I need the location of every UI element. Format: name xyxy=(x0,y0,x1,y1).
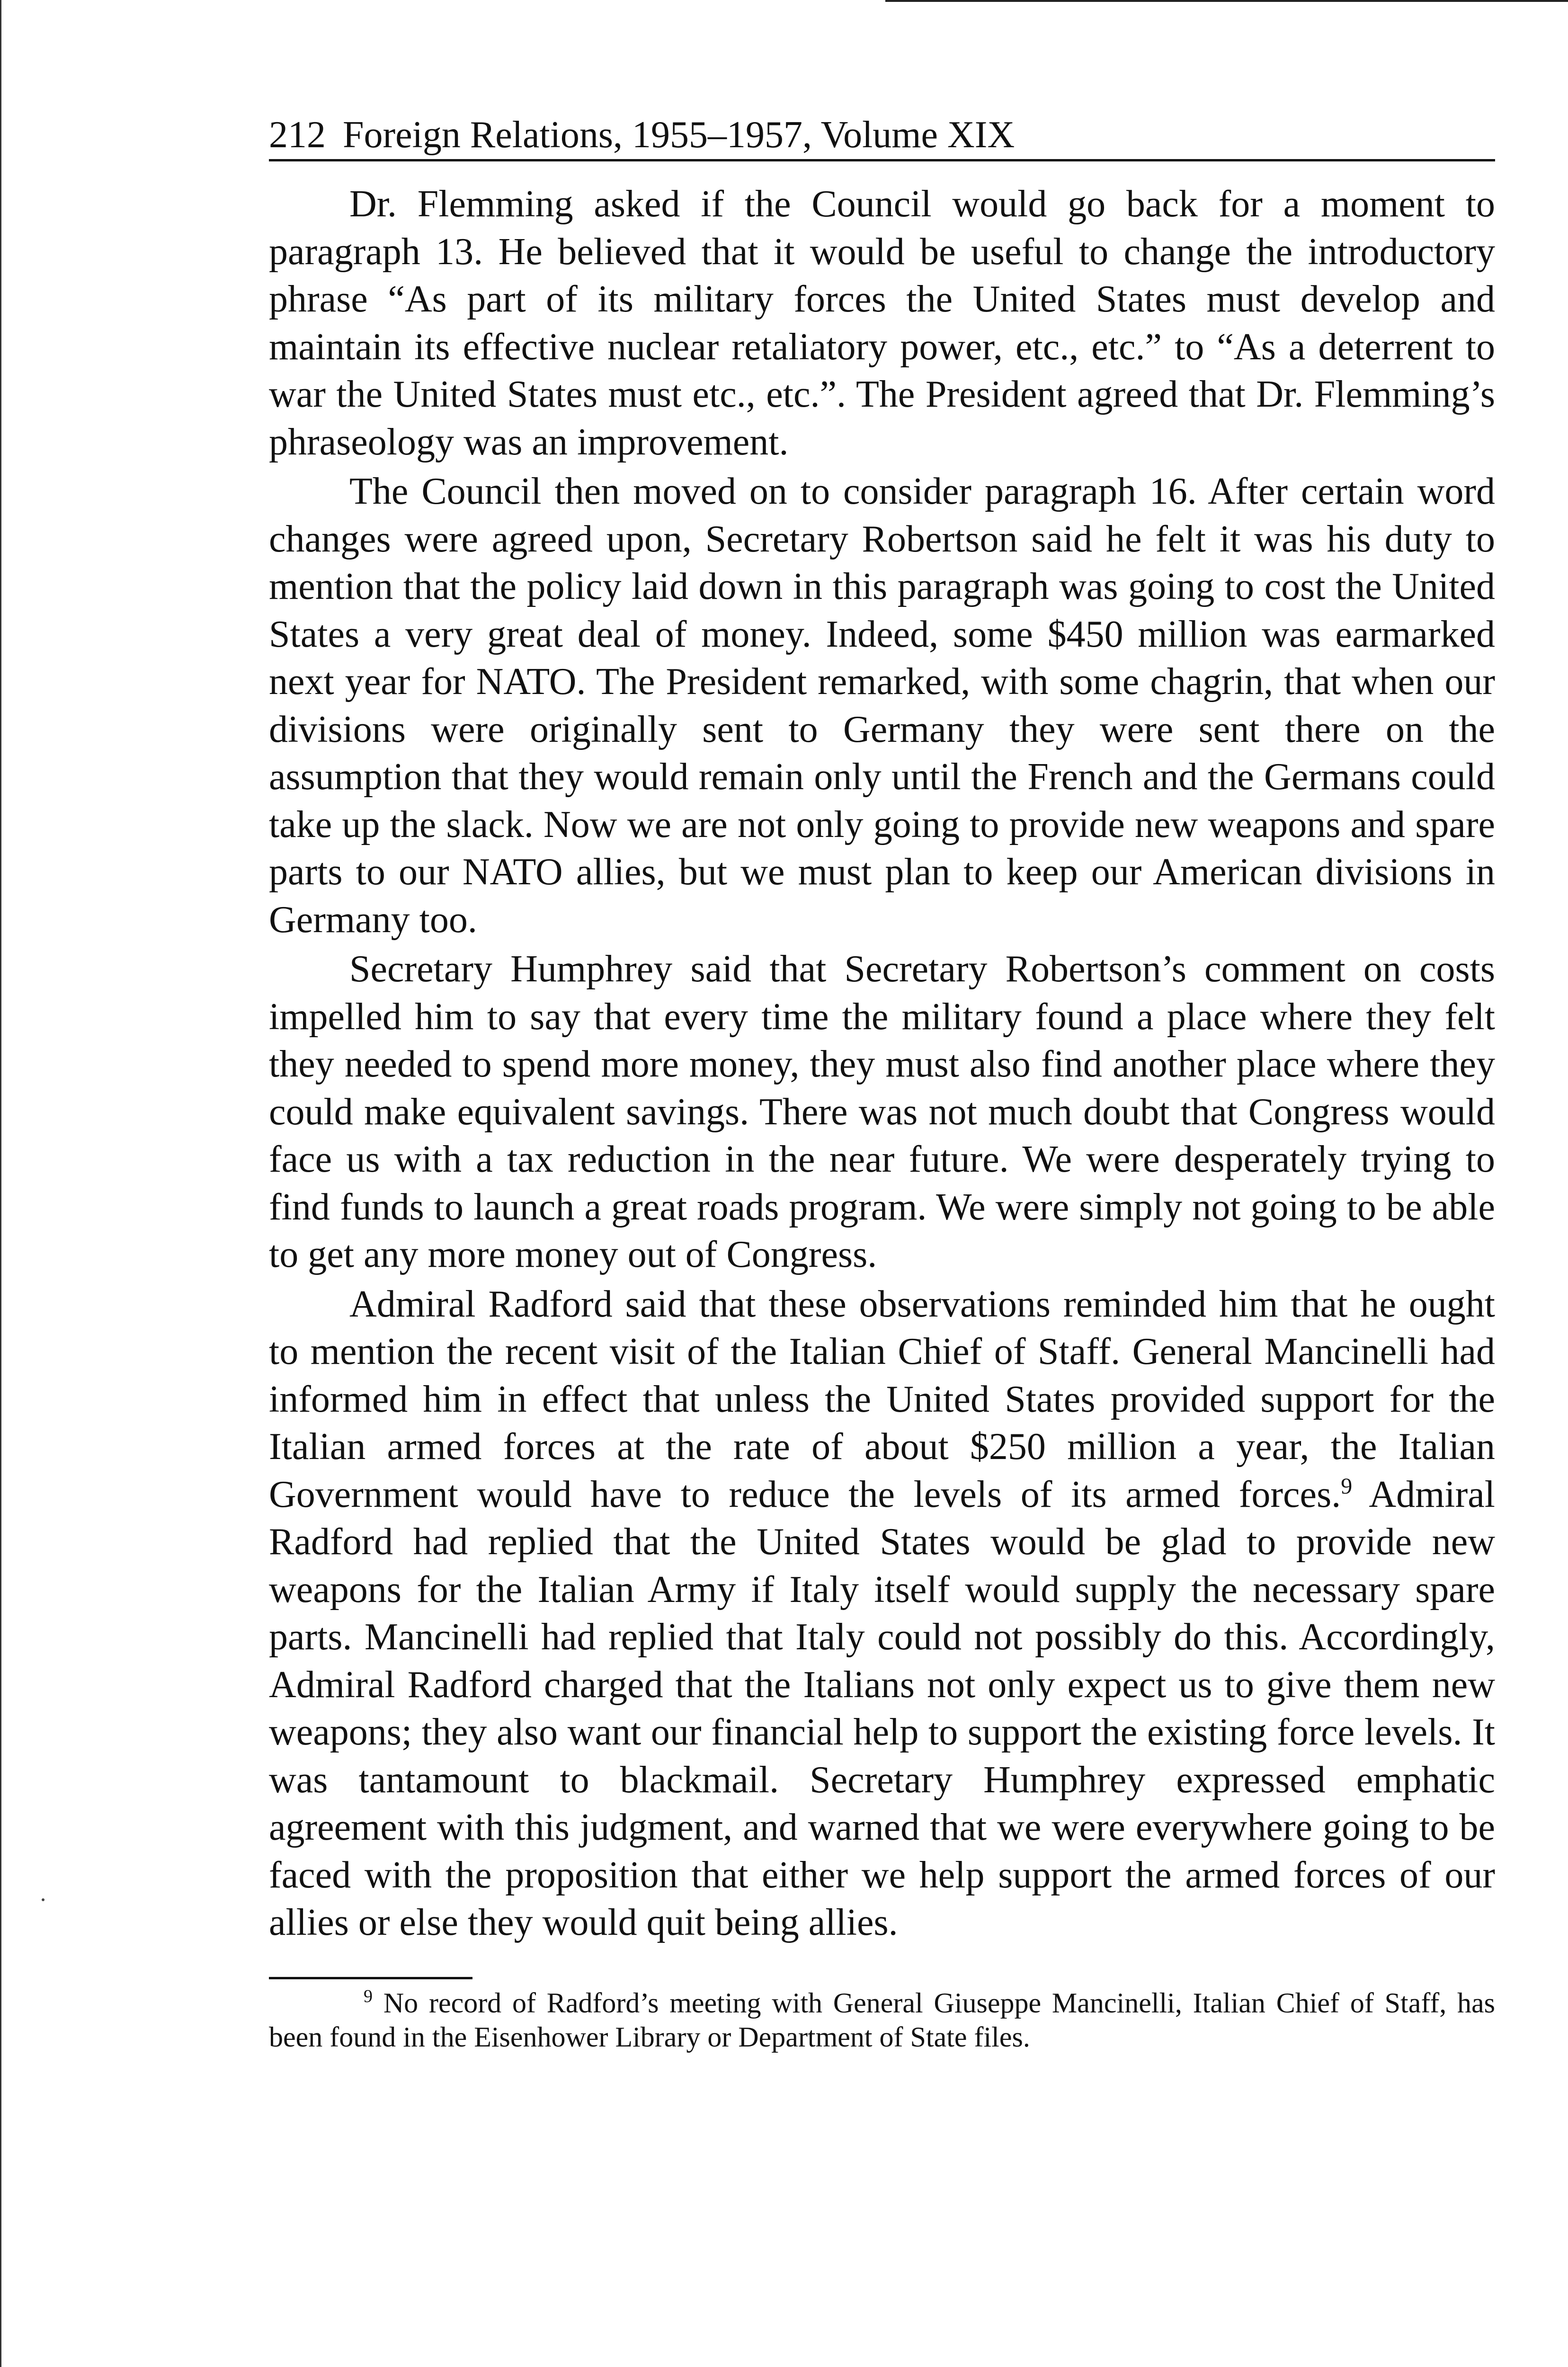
scan-speck xyxy=(42,1898,45,1901)
footnote xyxy=(269,1986,1495,2054)
paragraph-radford-text-a: Admiral Radford said that these observations reminded him that he ought to mention the recent visit of the Italian Chief of Staff. General Mancinelli had informed him in effect that unless the United States provided support for the Italian armed forces at the rate of about $250 million a year, the Italian Government would have to reduce the levels of its armed forces. xyxy=(269,1283,1495,1515)
paragraph-robertson: The Council then moved on to consider paragraph 16. After certain word changes were agreed upon, Secretary Robertson said he felt it was his duty to mention that the policy laid down in this paragraph was going to cost the United States a very great deal of money. Indeed, some $450 million was earmarked next year for NATO. The President remarked, with some chagrin, that when our divisions were originally sent to Germany they were sent there on the assumption that they would remain only until the French and the Germans could take up the slack. Now we are not only going to provide new weapons and spare parts to our NATO allies, but we must plan to keep our American divisions in Germany too. xyxy=(269,471,1495,941)
footnote-rule xyxy=(269,1977,472,1979)
paragraph-humphrey: Secretary Humphrey said that Secretary Robertson’s comment on costs impelled him to say that every time the military found a place where they felt they needed to spend more money, they must also find another place where they could make equivalent savings. There was not much doubt that Congress would face us with a tax reduction in the near future. We were desperately trying to find funds to launch a great roads program. We were simply not going to be able to get any more money out of Congress. xyxy=(269,948,1495,1275)
footnote-text: No record of Radford’s meeting with General Giuseppe Mancinelli, Italian Chief of Staff, has been found in the Eisenhower Library or Department of State files. xyxy=(269,1987,1495,2053)
scan-edge-left xyxy=(0,0,1,2367)
volume-title: Foreign Relations, 1955–1957, Volume XIX xyxy=(343,114,1015,156)
paragraph-flemming: Dr. Flemming asked if the Council would go back for a moment to paragraph 13. He believed that it would be useful to change the introductory phrase “As part of its military forces the United States must develop and maintain its effective nuclear retaliatory power, etc., etc.” to “As a deterrent to war the United States must etc., etc.”. The President agreed that Dr. Flemming’s phraseology was an improvement. xyxy=(269,183,1495,463)
paragraph-radford xyxy=(269,1281,1495,1947)
document-page xyxy=(269,114,1495,2054)
scan-edge-top xyxy=(885,0,1568,2)
footnote-reference: 9 xyxy=(1341,1473,1353,1499)
footnote-marker: 9 xyxy=(364,1986,373,2006)
running-head xyxy=(269,114,1495,161)
paragraph-radford-text-b: Admiral Radford had replied that the United States would be glad to provide new weapons for the Italian Army if Italy itself would supply the necessary spare parts. Mancinelli had replied that Italy could not possibly do this. Accordingly, Admiral Radford charged that the Italians not only expect us to give them new weapons; they also want our financial help to support the existing force levels. It was tantamount to blackmail. Secretary Humphrey expressed emphatic agreement with this judgment, and warned that we were everywhere going to be faced with the proposition that either we help support the armed forces of our allies or else they would quit being allies. xyxy=(269,1473,1495,1943)
page-number: 212 xyxy=(269,114,326,156)
body-text xyxy=(269,180,1495,1947)
